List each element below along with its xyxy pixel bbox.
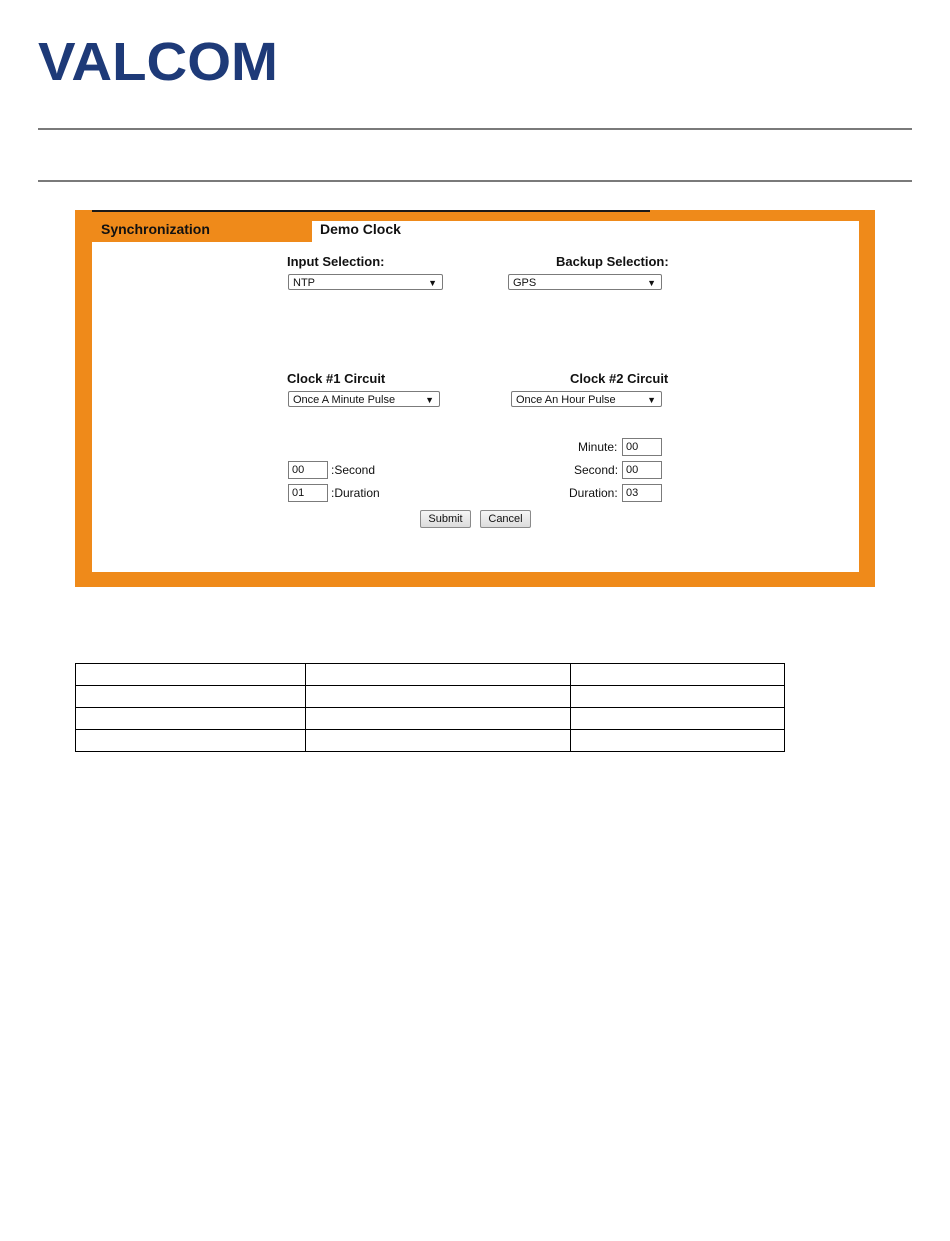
page-title: Demo Clock [320,221,401,237]
table-cell [76,686,306,708]
clock1-mode-select[interactable]: Once A Minute Pulse ▼ [288,391,440,407]
table-cell [76,664,306,686]
settings-panel [92,221,859,572]
clock2-mode-select[interactable]: Once An Hour Pulse ▼ [511,391,662,407]
clock1-duration-input[interactable]: 01 [288,484,328,502]
cancel-button[interactable]: Cancel [480,510,531,528]
table-cell [571,664,785,686]
tab-synchronization[interactable]: Synchronization [92,212,312,242]
table-row [76,730,785,752]
clock2-duration-input[interactable]: 03 [622,484,662,502]
clock2-second-input[interactable]: 00 [622,461,662,479]
chevron-down-icon: ▼ [647,395,656,405]
clock2-minute-input[interactable]: 00 [622,438,662,456]
clock2-second-label: Second: [574,463,619,477]
table-cell [571,730,785,752]
clock2-minute-label: Minute: [578,440,618,454]
info-table [75,663,785,752]
chevron-down-icon: ▼ [428,278,437,288]
submit-button[interactable]: Submit [420,510,471,528]
clock2-duration-label: Duration: [569,486,618,500]
svg-text:VALCOM: VALCOM [38,38,278,82]
table-cell [305,730,571,752]
backup-selection-select[interactable]: GPS ▼ [508,274,662,290]
valcom-logo [38,38,278,82]
clock1-duration-label: :Duration [331,486,380,500]
table-row [76,664,785,686]
chevron-down-icon: ▼ [425,395,434,405]
header-divider-bottom [38,180,912,182]
clock1-circuit-label: Clock #1 Circuit [287,371,386,386]
table-cell [305,664,571,686]
table-cell [571,708,785,730]
table-cell [305,686,571,708]
input-selection-select[interactable]: NTP ▼ [288,274,443,290]
backup-selection-label: Backup Selection: [556,254,669,269]
clock1-second-label: :Second [331,463,376,477]
table-cell [76,730,306,752]
input-selection-label: Input Selection: [287,254,385,269]
table-cell [571,686,785,708]
clock2-circuit-label: Clock #2 Circuit [570,371,669,386]
header-divider-top [38,128,912,130]
clock1-second-input[interactable]: 00 [288,461,328,479]
table-row [76,686,785,708]
chevron-down-icon: ▼ [647,278,656,288]
table-row [76,708,785,730]
table-cell [305,708,571,730]
table-cell [76,708,306,730]
